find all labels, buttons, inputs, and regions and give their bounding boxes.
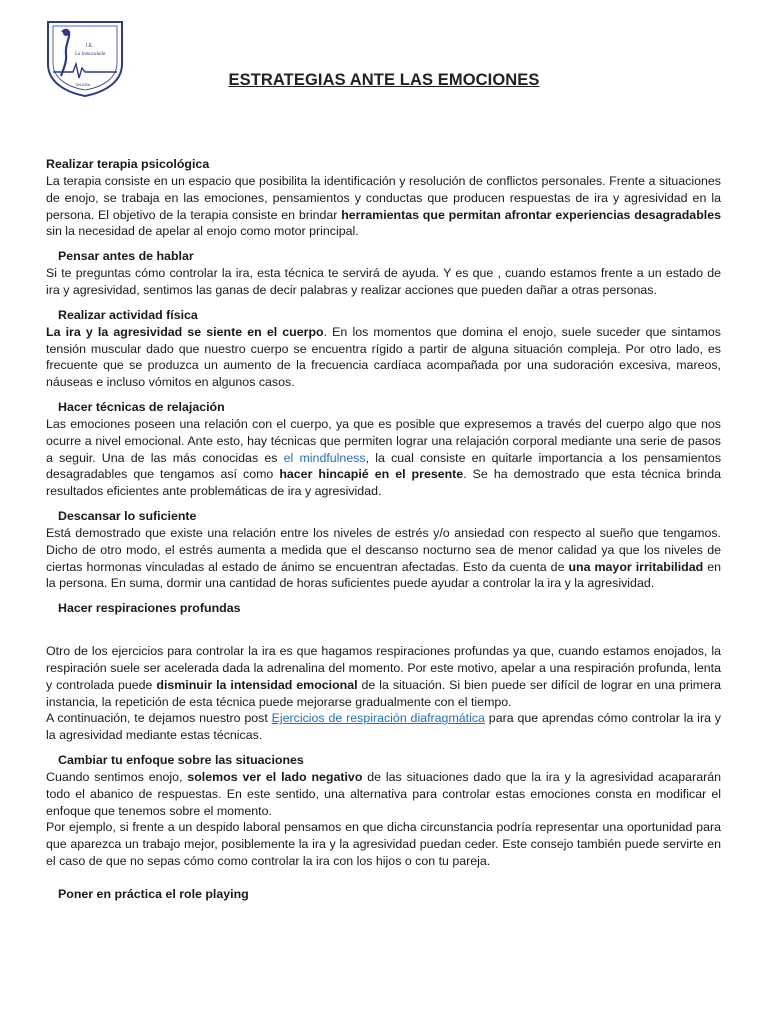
svg-text:La Inmaculada: La Inmaculada: [75, 52, 106, 57]
section-heading: Descansar lo suficiente: [58, 508, 197, 523]
section-paragraph: Cuando sentimos enojo, solemos ver el lado negativo de las situaciones dado que la ira y la agresividad acapararán todo el abanico de respuestas. En este sentido, una alternativa para controlar estas emociones consta en modificar el enfoque que tenemos sobre el momento.: [46, 769, 721, 818]
section-heading: Hacer técnicas de relajación: [58, 399, 225, 414]
section-heading: Realizar terapia psicológica: [46, 157, 210, 171]
section-heading: Hacer respiraciones profundas: [58, 601, 241, 616]
section-paragraph: La terapia consiste en un espacio que posibilita la identificación y resolución de conflictos personales. Frente a situaciones de enojo, se trabaja en las emociones, pensamientos y conductas que producen respuestas de ira y agresividad en la persona. El objetivo de la terapia consiste en brindar herramientas que permitan afrontar experiencias desagradables sin la necesidad de apelar al enojo como motor principal.: [46, 174, 721, 239]
page-title: ESTRATEGIAS ANTE LAS EMOCIONES: [228, 71, 540, 89]
svg-text:TALARA: TALARA: [75, 82, 91, 87]
section-paragraph: Las emociones poseen una relación con el cuerpo, ya que es posible que expresemos a través del cuerpo algo que nos ocurre a nivel emocional. Ante esto, hay técnicas que permiten lograr una relajación corporal mediante una serie de pasos a seguir. Una de las más conocidas es el mindfulness, la cual consiste en quitarle importancia a los pensamientos desagradables que tengamos así como hacer hincapié en el presente. Se ha demostrado que esta técnica brinda resultados eficientes ante problemáticas de ira y agresividad.: [46, 416, 722, 499]
section-paragraph: A continuación, te dejamos nuestro post Ejercicios de respiración diafragmática para que aprendas cómo controlar la ira y la agresividad mediante estas técnicas.: [46, 711, 721, 743]
breathing-exercises-link[interactable]: Ejercicios de respiración diafragmática: [271, 711, 485, 726]
mindfulness-link[interactable]: el mindfulness: [283, 450, 366, 465]
section-heading: Pensar antes de hablar: [58, 249, 194, 264]
section-heading: Poner en práctica el role playing: [58, 886, 249, 901]
section-paragraph: Otro de los ejercicios para controlar la ira es que hagamos respiraciones profundas ya que, cuando estamos enojados, la respiración suele ser acelerada dada la adrenalina del momento. Por este motivo, apelar a una respiración profunda, lenta y controlada puede disminuir la intensidad emocional de la situación. Si bien puede ser difícil de lograr en una primera instancia, la repetición de esta técnica puede mejorarse gradualmente con el tiempo.: [46, 644, 721, 709]
section-paragraph: Está demostrado que existe una relación entre los niveles de estrés y/o ansiedad con respecto al sueño que tengamos. Dicho de otro modo, el estrés aumenta a medida que el descanso nocturno sea de menor calidad ya que los niveles de ciertas hormonas vinculadas al estado de ánimo se encuentran afectadas. Esto da cuenta de una mayor irritabilidad en la persona. En suma, dormir una cantidad de horas suficientes puede ayudar a controlar la ira y la agresividad.: [46, 525, 721, 591]
section-heading: Realizar actividad física: [58, 307, 198, 322]
document-body: [46, 156, 721, 903]
svg-text:I.E.: I.E.: [86, 43, 94, 49]
section-paragraph: La ira y la agresividad se siente en el cuerpo. En los momentos que domina el enojo, suele suceder que sintamos tensión muscular dado que nuestro cuerpo se encuentra rígido a partir de alguna situación compleja. Por otro lado, es frecuente que se produzca un aumento de la frecuencia cardíaca acompañada por una sudoración excesiva, mareos, náuseas e incluso vómitos en algunos casos.: [46, 324, 721, 390]
section-paragraph: Por ejemplo, si frente a un despido laboral pensamos en que dicha circunstancia podría representar una oportunidad para que aparezca un trabajo mejor, posiblemente la ira y la agresividad puedan ceder. Este consejo también puede servirte en el caso de que no sepas cómo como controlar la ira con los hijos o con tu pareja.: [46, 820, 721, 868]
section-paragraph: Si te preguntas cómo controlar la ira, esta técnica te servirá de ayuda. Y es que , cuando estamos frente a un estado de ira y agresividad, sentimos las ganas de decir palabras y realizar acciones que pueden dañar a otras personas.: [46, 266, 721, 297]
section-heading: Cambiar tu enfoque sobre las situaciones: [58, 752, 304, 767]
